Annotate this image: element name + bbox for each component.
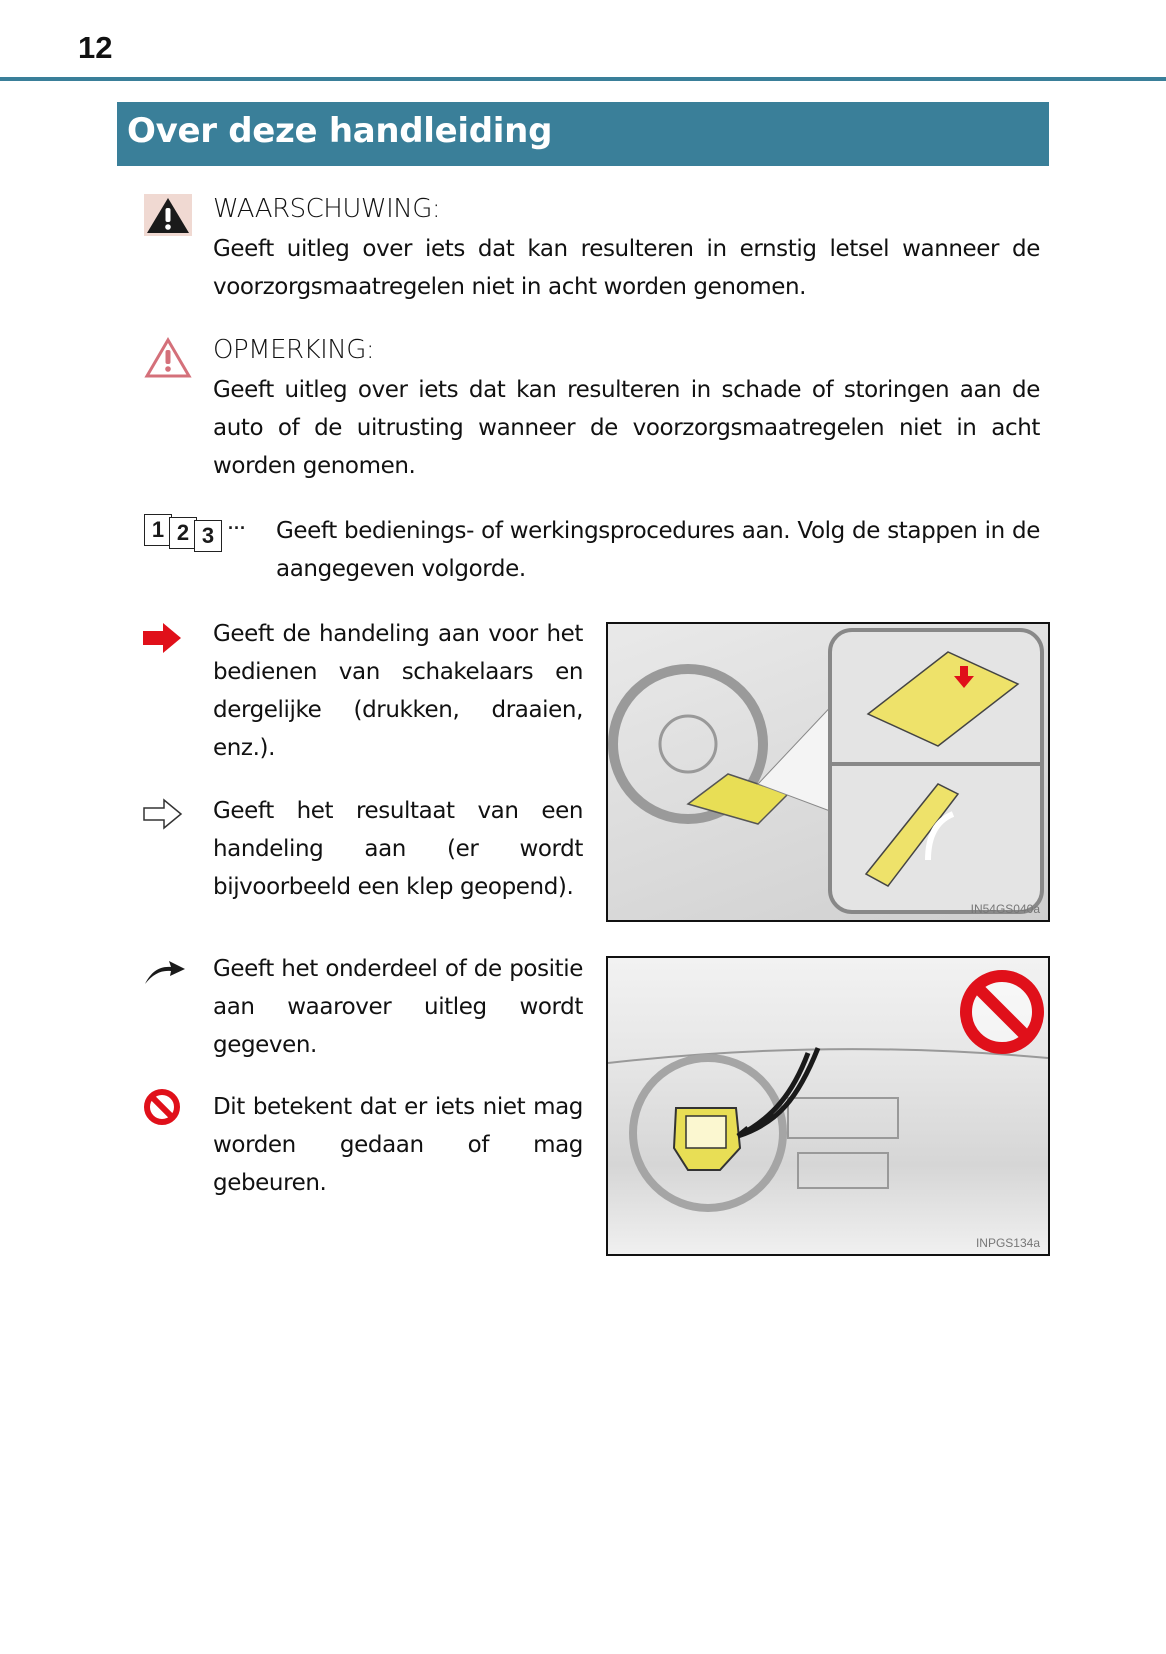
page-number: 12	[78, 30, 113, 65]
prohibited-text: Dit betekent dat er iets niet mag worden gedaan of mag gebeuren.	[213, 1094, 583, 1196]
outline-arrow-icon	[143, 798, 183, 830]
result-text: Geeft het resultaat van een handeling aan (er wordt bijvoorbeeld een klep geopend).	[213, 798, 583, 900]
position-text: Geeft het onderdeel of de positie aan waarover uitleg wordt gegeven.	[213, 956, 583, 1058]
step-ellipsis: ···	[228, 518, 246, 538]
step-3-box: 3	[194, 520, 222, 552]
step-1-box: 1	[144, 514, 172, 546]
caution-label: OPMERKING:	[213, 335, 375, 365]
header-rule	[0, 77, 1166, 81]
caution-text: Geeft uitleg over iets dat kan resulteren in schade of storingen aan de auto of de uitrusting wanneer de voorzorgsmaatregelen niet in acht worden genomen.	[213, 377, 1040, 479]
steps-text: Geeft bedienings- of werkingsprocedures aan. Volg de stappen in de aangegeven volgorde.	[276, 518, 1040, 582]
operation-text: Geeft de handeling aan voor het bedienen van schakelaars en dergelijke (drukken, draaien, enz.).	[213, 621, 583, 761]
dashboard-illustration	[606, 956, 1050, 1256]
console-illustration	[606, 622, 1050, 922]
caution-triangle-outline-icon	[144, 337, 192, 379]
curved-pointer-arrow-icon	[143, 958, 187, 986]
section-title-bar	[117, 102, 1049, 166]
section-title: Over deze handleiding	[127, 111, 553, 151]
figure-code: INPGS134a	[975, 1236, 1040, 1250]
step-2-box: 2	[169, 517, 197, 549]
warning-label: WAARSCHUWING:	[213, 194, 441, 224]
step-numbers-icon	[144, 512, 262, 552]
warning-triangle-filled-icon	[144, 194, 192, 236]
warning-text: Geeft uitleg over iets dat kan resulteren in ernstig letsel wanneer de voorzorgsmaatregelen niet in acht worden genomen.	[213, 236, 1040, 300]
red-filled-arrow-icon	[143, 622, 183, 654]
figure-code: IN54GS040a	[970, 902, 1040, 916]
prohibited-icon	[143, 1088, 181, 1126]
